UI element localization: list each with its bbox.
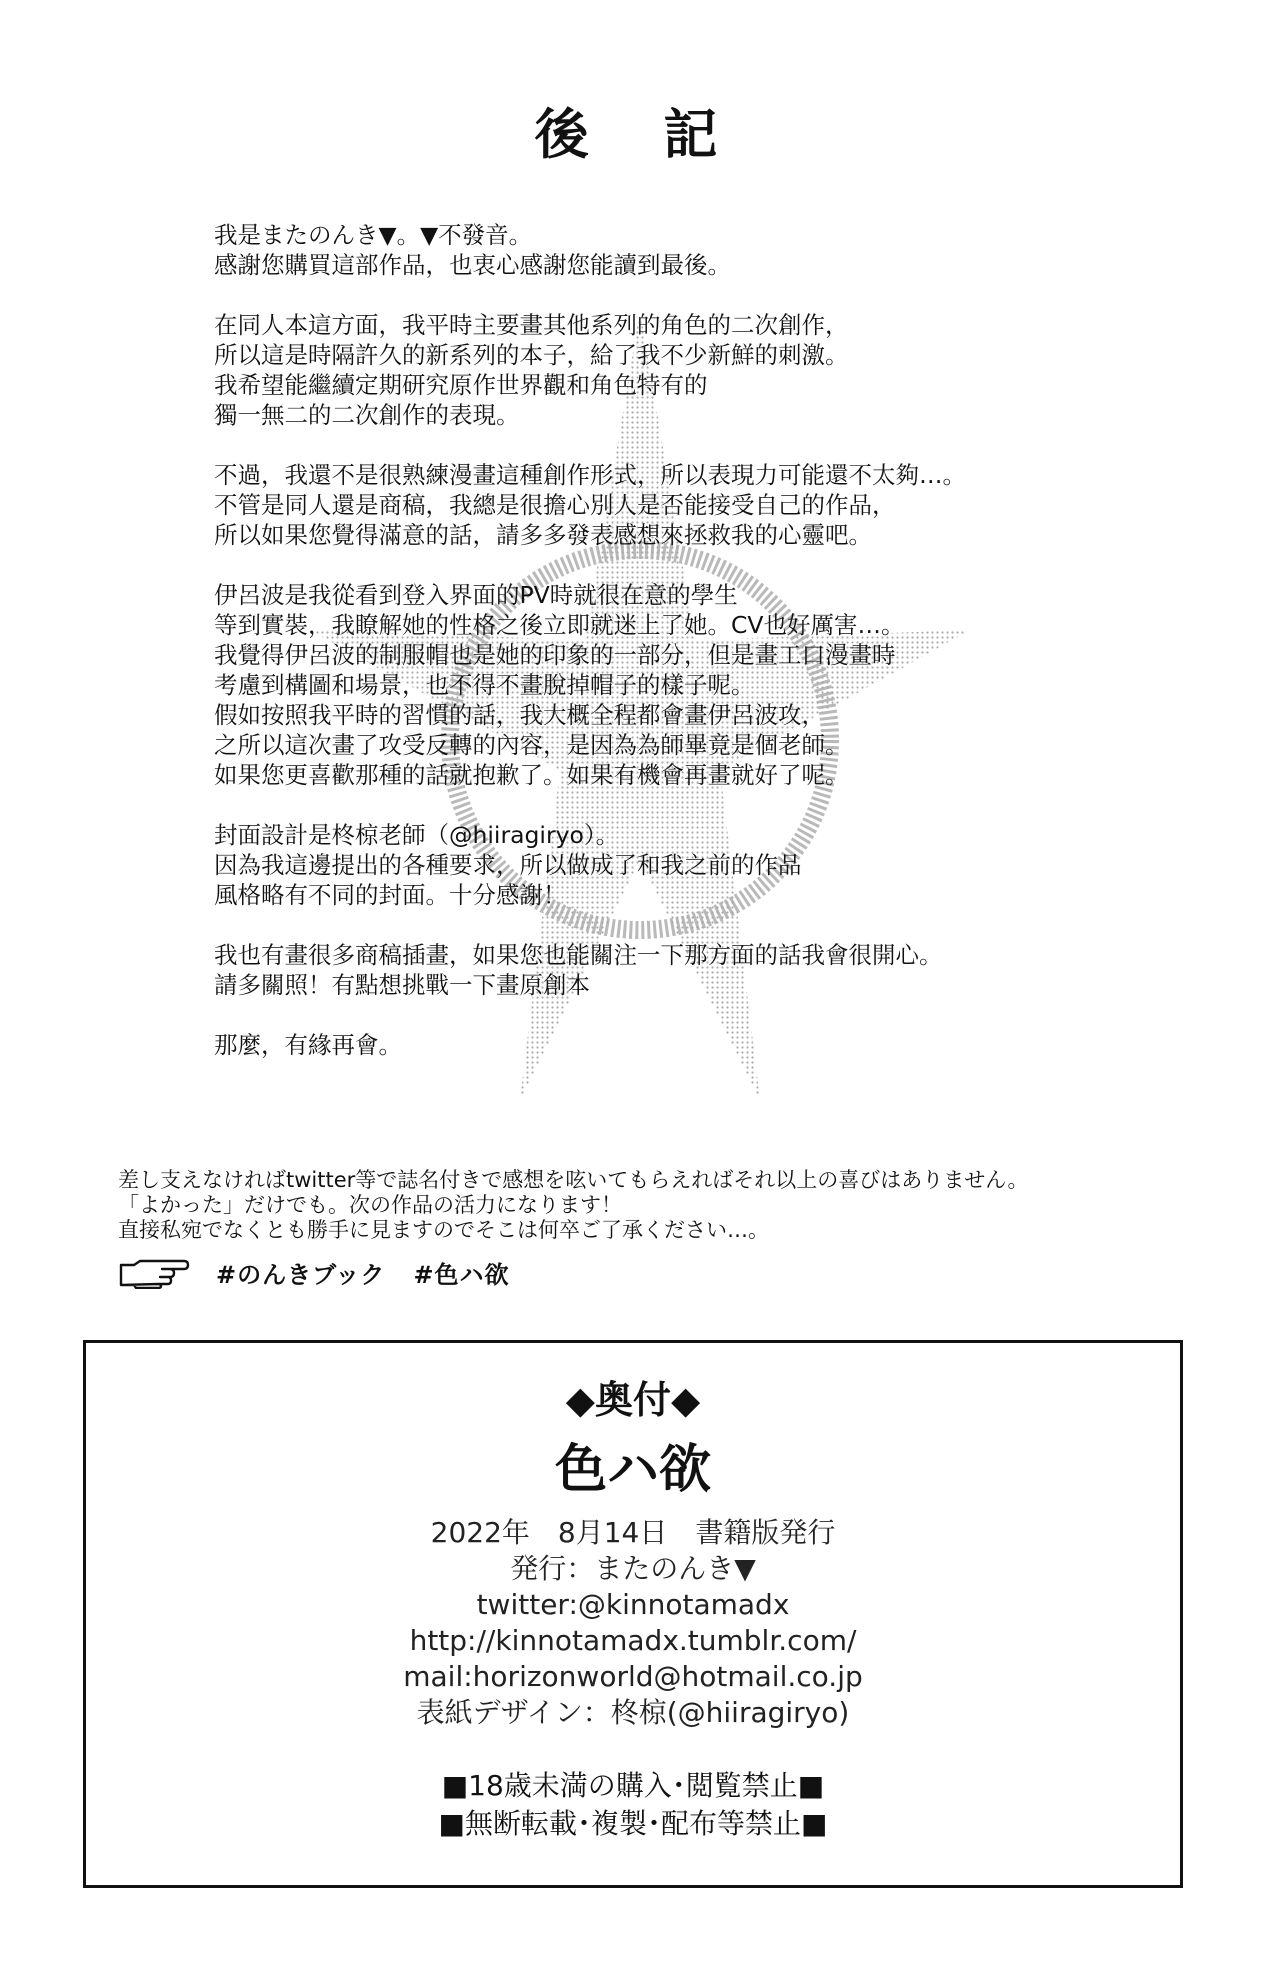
hashtag-row (118, 1252, 538, 1292)
text-line: 假如按照我平時的習慣的話，我大概全程都會畫伊呂波攻， (214, 701, 825, 729)
text-line: 風格略有不同的封面。十分感謝！ (214, 881, 567, 909)
colophon-heading: ◆奥付◆ (565, 1378, 701, 1422)
reproduction-warning: ■無断転載･複製･配布等禁止■ (438, 1807, 828, 1840)
text-line: 獨一無二的二次創作的表現。 (214, 401, 520, 429)
text-line: 我希望能繼續定期研究原作世界觀和角色特有的 (214, 371, 708, 399)
text-line: 考慮到構圖和場景，也不得不畫脫掉帽子的樣子呢。 (214, 671, 755, 699)
website-url: http://kinnotamadx.tumblr.com/ (409, 1624, 857, 1657)
text-line: 我覺得伊呂波的制服帽也是她的印象的一部分，但是畫工口漫畫時 (214, 641, 896, 669)
text-line: 伊呂波是我從看到登入界面的PV時就很在意的學生 (214, 581, 738, 609)
text-line: 我是またのんき▼。▼不發音。 (214, 221, 533, 249)
text-line: 在同人本這方面，我平時主要畫其他系列的角色的二次創作， (214, 311, 849, 339)
note-line: 直接私宛でなくとも勝手に見ますのでそこは何卒ご了承ください…。 (118, 1218, 769, 1242)
text-line: 請多關照！有點想挑戰一下畫原創本 (214, 971, 590, 999)
text-line: 不過，我還不是很熟練漫畫這種創作形式，所以表現力可能還不太夠…。 (214, 461, 966, 489)
reader-request-note (118, 1168, 1198, 1243)
pointing-hand-icon (118, 1255, 190, 1289)
email-address: mail:horizonworld@hotmail.co.jp (403, 1660, 863, 1693)
text-line: 因為我這邊提出的各種要求，所以做成了和我之前的作品 (214, 851, 802, 879)
text-line: 封面設計是柊椋老師（@hiiragiryo）。 (214, 821, 620, 849)
note-line: 「よかった」だけでも。次の作品の活力になります！ (118, 1193, 622, 1217)
afterword-paragraph (214, 820, 1114, 910)
colophon-box (83, 1340, 1183, 1888)
afterword-paragraph (214, 220, 1114, 280)
twitter-handle: twitter:@kinnotamadx (476, 1588, 790, 1621)
text-line: 如果您更喜歡那種的話就抱歉了。如果有機會再畫就好了呢。 (214, 761, 849, 789)
afterword-paragraph (214, 310, 1114, 430)
afterword-paragraph (214, 940, 1114, 1000)
colophon-info (86, 1515, 1180, 1731)
publish-date: 2022年 8月14日 書籍版発行 (430, 1516, 836, 1549)
text-line: 我也有畫很多商稿插畫，如果您也能關注一下那方面的話我會很開心。 (214, 941, 943, 969)
afterword-paragraph (214, 1030, 1114, 1060)
text-line: 不管是同人還是商稿，我總是很擔心別人是否能接受自己的作品， (214, 491, 896, 519)
note-line: 差し支えなければtwitter等で誌名付きで感想を呟いてもらえればそれ以上の喜びはありません。 (118, 1168, 1029, 1192)
colophon-warnings (86, 1767, 1180, 1843)
text-line: 感謝您購買這部作品，也衷心感謝您能讀到最後。 (214, 251, 731, 279)
afterword-body (214, 220, 1114, 1090)
text-line: 那麼，有緣再會。 (214, 1031, 402, 1059)
text-line: 所以這是時隔許久的新系列的本子，給了我不少新鮮的刺激。 (214, 341, 849, 369)
cover-design-credit: 表紙デザイン：柊椋(@hiiragiryo) (416, 1696, 850, 1729)
page-title: 後 記 (534, 102, 746, 166)
hashtag-iroha-yoku: #色ハ欲 (413, 1260, 510, 1289)
text-line: 所以如果您覺得滿意的話，請多多發表感想來拯救我的心靈吧。 (214, 521, 872, 549)
text-line: 等到實裝，我瞭解她的性格之後立即就迷上了她。CV也好厲害…。 (214, 611, 905, 639)
age-restriction-warning: ■18歳未満の購入･閲覧禁止■ (441, 1769, 825, 1802)
afterword-paragraph (214, 580, 1114, 790)
afterword-paragraph (214, 460, 1114, 550)
colophon-book-title: 色ハ欲 (554, 1440, 711, 1500)
publisher: 発行：またのんき▼ (510, 1552, 756, 1585)
hashtag-nonki-book: #のんきブック (216, 1260, 386, 1289)
text-line: 之所以這次畫了攻受反轉的內容，是因為為師畢竟是個老師。 (214, 731, 849, 759)
